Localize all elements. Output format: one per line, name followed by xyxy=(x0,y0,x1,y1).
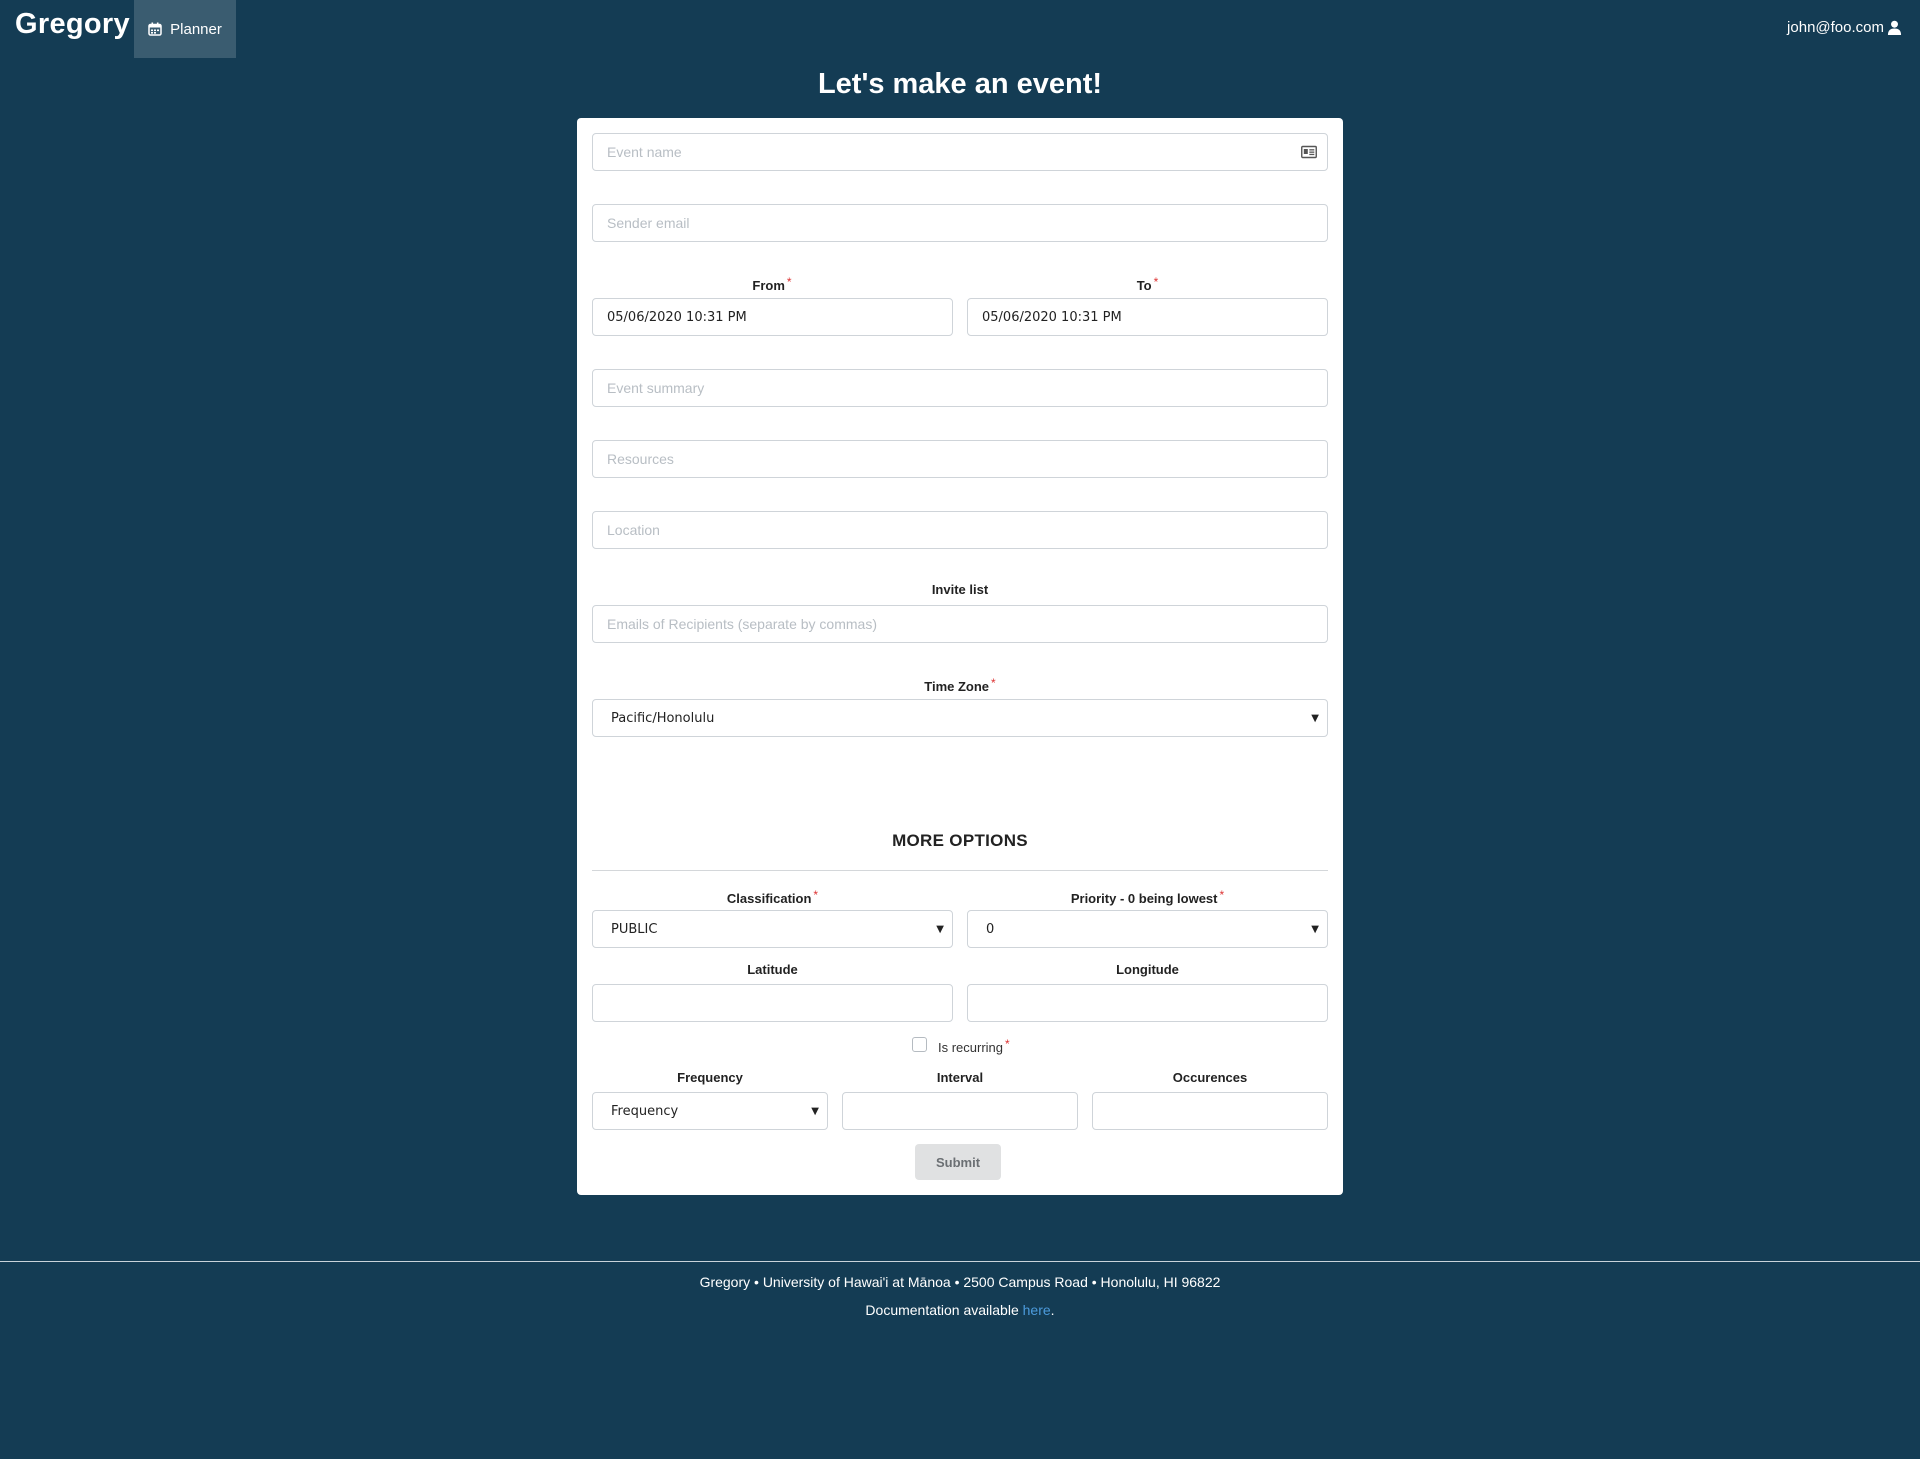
from-datetime-input[interactable] xyxy=(592,298,953,336)
footer-divider xyxy=(0,1261,1920,1262)
caret-down-icon: ▼ xyxy=(1311,713,1319,724)
to-label-text: To xyxy=(1136,278,1152,293)
time-zone-value: Pacific/Honolulu xyxy=(611,710,715,726)
frequency-label: Frequency xyxy=(677,1070,743,1085)
occurrences-label: Occurences xyxy=(1172,1070,1248,1085)
caret-down-icon: ▼ xyxy=(1311,924,1319,935)
classification-select[interactable] xyxy=(592,910,953,948)
time-zone-label xyxy=(592,676,1328,694)
nav-planner-label: Planner xyxy=(170,20,222,38)
location-input[interactable] xyxy=(592,511,1328,549)
classification-label-text: Classification xyxy=(726,891,812,906)
latitude-label: Latitude xyxy=(747,962,798,977)
from-datetime-value: 05/06/2020 10:31 PM xyxy=(607,309,747,325)
top-navbar xyxy=(0,0,1920,58)
event-form-card xyxy=(577,118,1343,1195)
brand-logo[interactable]: Gregory xyxy=(15,8,130,40)
to-datetime-value: 05/06/2020 10:31 PM xyxy=(982,309,1122,325)
docs-link[interactable]: here xyxy=(1022,1302,1051,1318)
to-label xyxy=(967,275,1328,293)
from-label xyxy=(592,275,952,293)
invite-list-placeholder: Emails of Recipients (separate by commas) xyxy=(607,616,877,632)
to-datetime-input[interactable] xyxy=(967,298,1328,336)
required-asterisk: * xyxy=(1153,275,1159,289)
priority-label-text: Priority - 0 being lowest xyxy=(1070,891,1218,906)
priority-label xyxy=(967,888,1328,906)
caret-down-icon: ▼ xyxy=(811,1106,819,1117)
sender-email-input[interactable] xyxy=(592,204,1328,242)
required-asterisk: * xyxy=(813,888,819,902)
invite-list-input[interactable] xyxy=(592,605,1328,643)
longitude-label: Longitude xyxy=(1116,962,1179,977)
classification-value: PUBLIC xyxy=(611,921,658,937)
required-asterisk: * xyxy=(991,676,996,690)
footer-docs-suffix: . xyxy=(1050,1302,1055,1318)
frequency-select[interactable] xyxy=(592,1092,828,1130)
required-asterisk: * xyxy=(786,275,792,289)
resources-input[interactable] xyxy=(592,440,1328,478)
priority-value: 0 xyxy=(986,921,995,937)
invite-list-label: Invite list xyxy=(931,582,989,597)
latitude-input[interactable] xyxy=(592,984,953,1022)
sender-email-placeholder: Sender email xyxy=(607,215,690,231)
footer-docs-prefix: Documentation available xyxy=(865,1302,1023,1318)
occurrences-input[interactable] xyxy=(1092,1092,1328,1130)
interval-input[interactable] xyxy=(842,1092,1078,1130)
more-options-heading: MORE OPTIONS xyxy=(892,831,1028,850)
nav-planner-tab[interactable] xyxy=(134,0,236,58)
submit-button[interactable]: Submit xyxy=(915,1144,1001,1180)
page-title: Let's make an event! xyxy=(817,68,1103,100)
event-summary-placeholder: Event summary xyxy=(607,380,705,396)
calendar-icon xyxy=(148,22,162,36)
classification-label xyxy=(592,888,953,906)
from-label-text: From xyxy=(752,278,785,293)
event-name-placeholder: Event name xyxy=(607,144,682,160)
event-name-input[interactable] xyxy=(592,133,1328,171)
resources-placeholder: Resources xyxy=(607,451,674,467)
is-recurring-label-text: Is recurring xyxy=(938,1040,1004,1055)
required-asterisk: * xyxy=(1005,1037,1010,1051)
caret-down-icon: ▼ xyxy=(936,924,944,935)
frequency-value: Frequency xyxy=(611,1103,679,1119)
location-placeholder: Location xyxy=(607,522,660,538)
longitude-input[interactable] xyxy=(967,984,1328,1022)
time-zone-select[interactable] xyxy=(592,699,1328,737)
footer-address: Gregory • University of Hawai'i at Mānoa • 2500 Campus Road • Honolulu, HI 96822 xyxy=(699,1274,1221,1290)
section-divider xyxy=(592,870,1328,871)
user-icon xyxy=(1887,20,1902,35)
footer-docs xyxy=(0,1302,1920,1318)
priority-select[interactable] xyxy=(967,910,1328,948)
interval-label: Interval xyxy=(936,1070,984,1085)
is-recurring-checkbox[interactable] xyxy=(912,1037,927,1052)
time-zone-label-text: Time Zone xyxy=(924,679,990,694)
event-summary-input[interactable] xyxy=(592,369,1328,407)
required-asterisk: * xyxy=(1219,888,1225,902)
id-card-icon xyxy=(1301,145,1317,159)
user-menu[interactable] xyxy=(1787,19,1902,36)
user-email: john@foo.com xyxy=(1787,19,1884,36)
is-recurring-label xyxy=(938,1037,1010,1055)
